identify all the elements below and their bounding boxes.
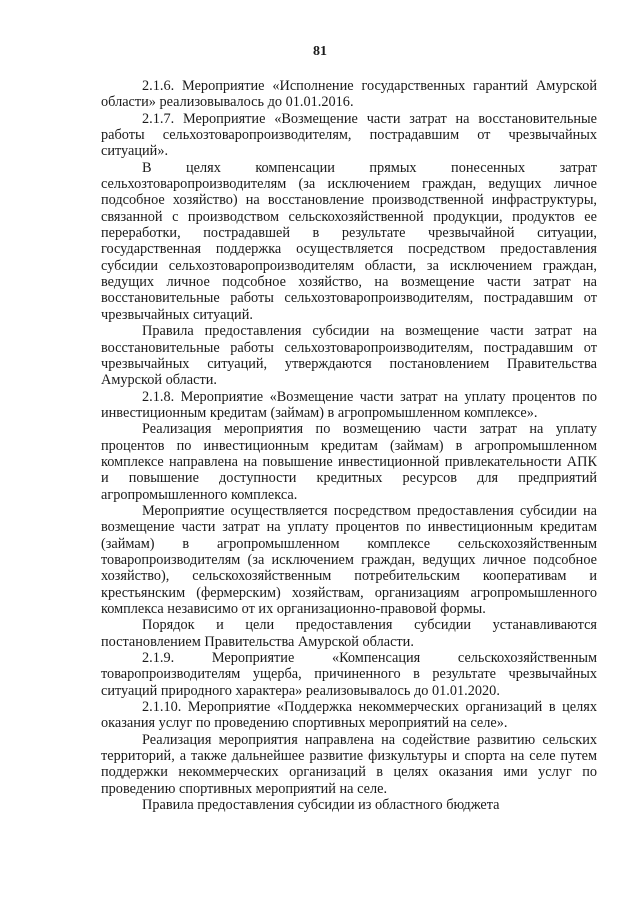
paragraph-subsidy-rules: Правила предоставления субсидии на возмещение части затрат на восстановительные работы сельхозтоваропроизводителям, пострадавшим от чрезвычайных ситуаций, утверждаются постановлением Правительства Амурской области. xyxy=(101,323,597,389)
paragraph-2-1-10: 2.1.10. Мероприятие «Поддержка некоммерческих организаций в целях оказания услуг по проведению спортивных мероприятий на селе». xyxy=(101,699,597,732)
paragraph-procedure: Порядок и цели предоставления субсидии устанавливаются постановлением Правительства Амурской области. xyxy=(101,617,597,650)
paragraph-regional-budget-rules: Правила предоставления субсидии из областного бюджета xyxy=(142,797,500,814)
paragraph-2-1-7: 2.1.7. Мероприятие «Возмещение части затрат на восстановительные работы сельхозтоваропроизводителям, пострадавшим от чрезвычайных ситуаций». xyxy=(101,110,597,160)
paragraph-implementation: Реализация мероприятия по возмещению части затрат на уплату процентов по инвестиционным кредитам (займам) в агропромышленном комплексе направлена на повышение инвестиционной привлекательности АПК и повышение доступности кредитных ресурсов для предприятий агропромышленного комплекса. xyxy=(101,421,597,503)
document-body xyxy=(101,78,597,813)
paragraph-2-1-9: 2.1.9. Мероприятие «Компенсация сельскохозяйственным товаропроизводителям ущерба, причиненного в результате чрезвычайных ситуаций природного характера» реализовывалось до 01.01.2020. xyxy=(101,650,597,699)
paragraph-2-1-8: 2.1.8. Мероприятие «Возмещение части затрат на уплату процентов по инвестиционным кредитам (займам) в агропромышленном комплексе». xyxy=(101,388,597,421)
paragraph-rural-sports: Реализация мероприятия направлена на содействие развитию сельских территорий, а также дальнейшее развитие физкультуры и спорта на селе путем поддержки некоммерческих организаций в целях оказания ими услуг по проведению спортивных мероприятий на селе. xyxy=(101,731,597,797)
paragraph-subsidy-provision: Мероприятие осуществляется посредством предоставления субсидии на возмещение части затрат на уплату процентов по инвестиционным кредитам (займам) в агропромышленном комплексе сельскохозяйственным товаропроизводителям (за исключением граждан, ведущих личное подсобное хозяйство), сельскохозяйственным потребительским кооперативам и крестьянским (фермерским) хозяйствам, организациям агропромышленного комплекса независимо от их организационно-правовой формы. xyxy=(101,502,597,617)
paragraph-2-1-6: 2.1.6. Мероприятие «Исполнение государственных гарантий Амурской области» реализовывалось до 01.01.2016. xyxy=(101,78,597,111)
page-number: 81 xyxy=(313,44,327,59)
paragraph-compensation-goals: В целях компенсации прямых понесенных затрат сельхозтоваропроизводителям (за исключением граждан, ведущих личное подсобное хозяйство) на восстановление производственной инфраструктуры, связанной с производством сельскохозяйственной продукции, продуктов ее переработки, пострадавшей в результате чрезвычайной ситуации, государственная поддержка осуществляется посредством предоставления субсидии сельхозтоваропроизводителям области, за исключением граждан, ведущих личное подсобное хозяйство, на возмещение части затрат на восстановительные работы сельхозтоваропроизводителям, пострадавшим от чрезвычайных ситуаций. xyxy=(101,159,597,323)
